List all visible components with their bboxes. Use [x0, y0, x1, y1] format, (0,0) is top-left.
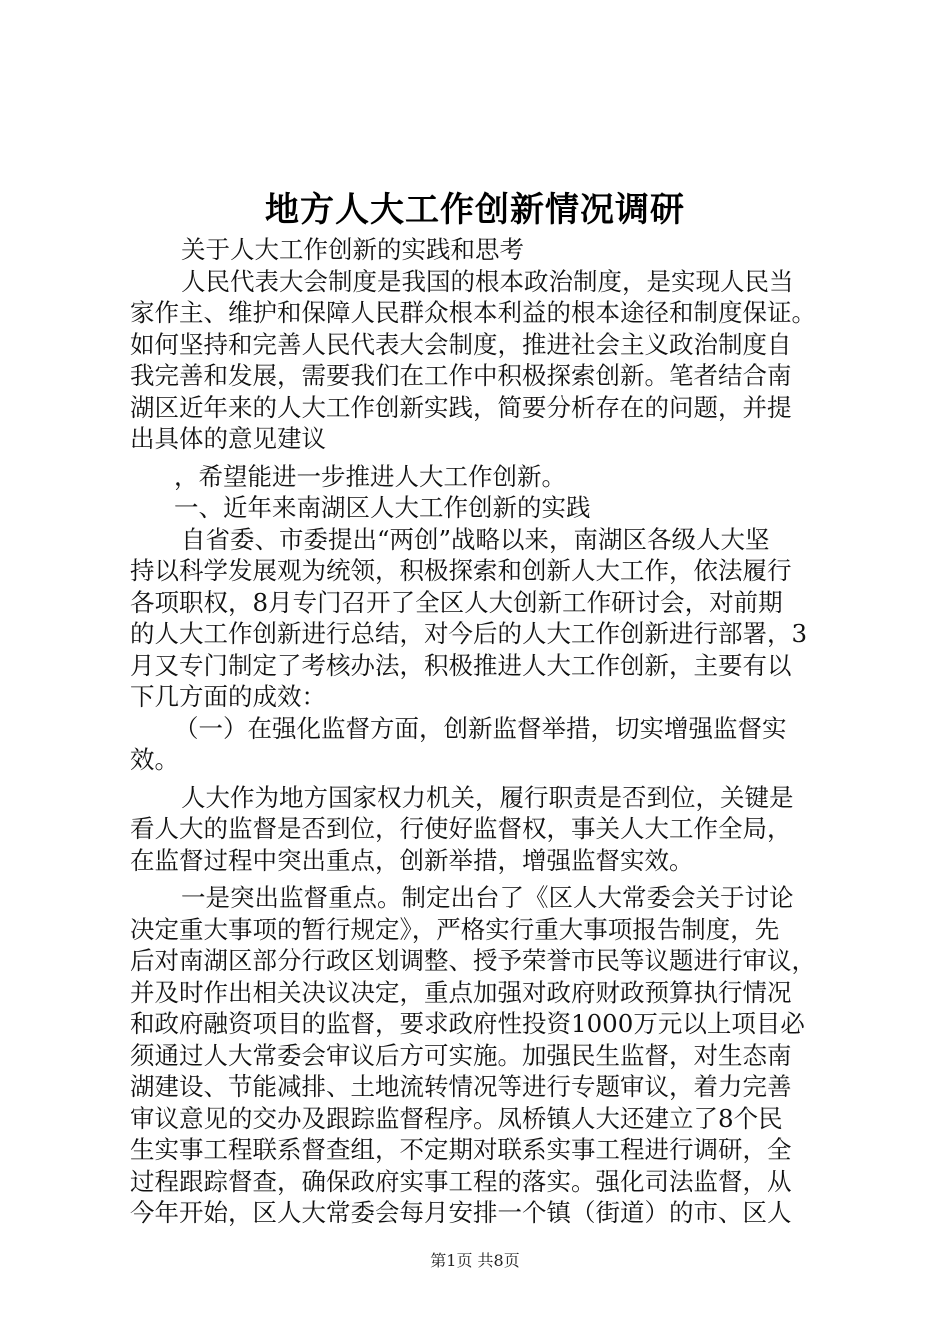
paragraph-line: 生实事工程联系督查组，不定期对联系实事工程进行调研，全 [130, 1135, 792, 1164]
paragraph-line: 看人大的监督是否到位，行使好监督权，事关人大工作全局， [130, 814, 792, 843]
paragraph-line: 湖区近年来的人大工作创新实践，简要分析存在的问题，并提 [130, 392, 792, 422]
paragraph-line: 在监督过程中突出重点，创新举措，增强监督实效。 [130, 845, 694, 875]
subsection-heading: （一）在强化监督方面，创新监督举措，切实增强监督实 [174, 713, 787, 743]
subsection-heading: 效。 [130, 745, 179, 774]
paragraph-line: 后对南湖区部分行政区划调整、授予荣誉市民等议题进行审议， [130, 946, 816, 975]
paragraph-line: 如何坚持和完善人民代表大会制度，推进社会主义政治制度自 [130, 329, 792, 359]
paragraph-line: 下几方面的成效： [130, 682, 326, 711]
paragraph-line: 持以科学发展观为统领，积极探索和创新人大工作，依法履行 [130, 556, 792, 585]
paragraph-line: 过程跟踪督查，确保政府实事工程的落实。强化司法监督，从 [130, 1166, 792, 1196]
paragraph-line: 须通过人大常委会审议后方可实施。加强民生监督，对生态南 [130, 1040, 792, 1070]
page-indicator: 第1页 共8页 [430, 1251, 520, 1270]
paragraph-line: 各项职权，8月专门召开了全区人大创新工作研讨会，对前期 [130, 587, 783, 617]
paragraph-line: 出具体的意见建议 [130, 424, 326, 453]
document-title: 地方人大工作创新情况调研 [265, 190, 685, 230]
paragraph-line: 的人大工作创新进行总结，对今后的人大工作创新进行部署，3 [130, 619, 808, 648]
paragraph-line: 自省委、市委提出“两创”战略以来，南湖区各级人大坚 [181, 524, 770, 554]
paragraph-line: 人大作为地方国家权力机关，履行职责是否到位，关键是 [181, 782, 794, 812]
paragraph-line: 一是突出监督重点。制定出台了《区人大常委会关于讨论 [181, 883, 794, 912]
paragraph-line: 家作主、维护和保障人民群众根本利益的根本途径和制度保证。 [130, 298, 816, 327]
document-body [130, 234, 830, 1229]
paragraph-line: 和政府融资项目的监督，要求政府性投资1000万元以上项目必 [130, 1009, 805, 1038]
paragraph-line: 月又专门制定了考核办法，积极推进人大工作创新，主要有以 [130, 650, 792, 680]
paragraph-line: 决定重大事项的暂行规定》，严格实行重大事项报告制度，先 [130, 914, 780, 944]
paragraph-line: 我完善和发展，需要我们在工作中积极探索创新。笔者结合南 [130, 361, 792, 390]
paragraph-line: ，希望能进一步推进人大工作创新。 [174, 461, 566, 491]
paragraph-line: 并及时作出相关决议决定，重点加强对政府财政预算执行情况 [130, 977, 792, 1007]
paragraph-line: 审议意见的交办及跟踪监督程序。凤桥镇人大还建立了8个民 [130, 1103, 783, 1133]
paragraph-line: 今年开始，区人大常委会每月安排一个镇（街道）的市、区人 [130, 1198, 792, 1227]
paragraph-line: 湖建设、节能减排、土地流转情况等进行专题审议，着力完善 [130, 1072, 792, 1101]
paragraph-line: 人民代表大会制度是我国的根本政治制度，是实现人民当 [181, 266, 794, 296]
subtitle-line: 关于人大工作创新的实践和思考 [181, 235, 524, 264]
section-heading: 一、近年来南湖区人大工作创新的实践 [174, 493, 591, 522]
